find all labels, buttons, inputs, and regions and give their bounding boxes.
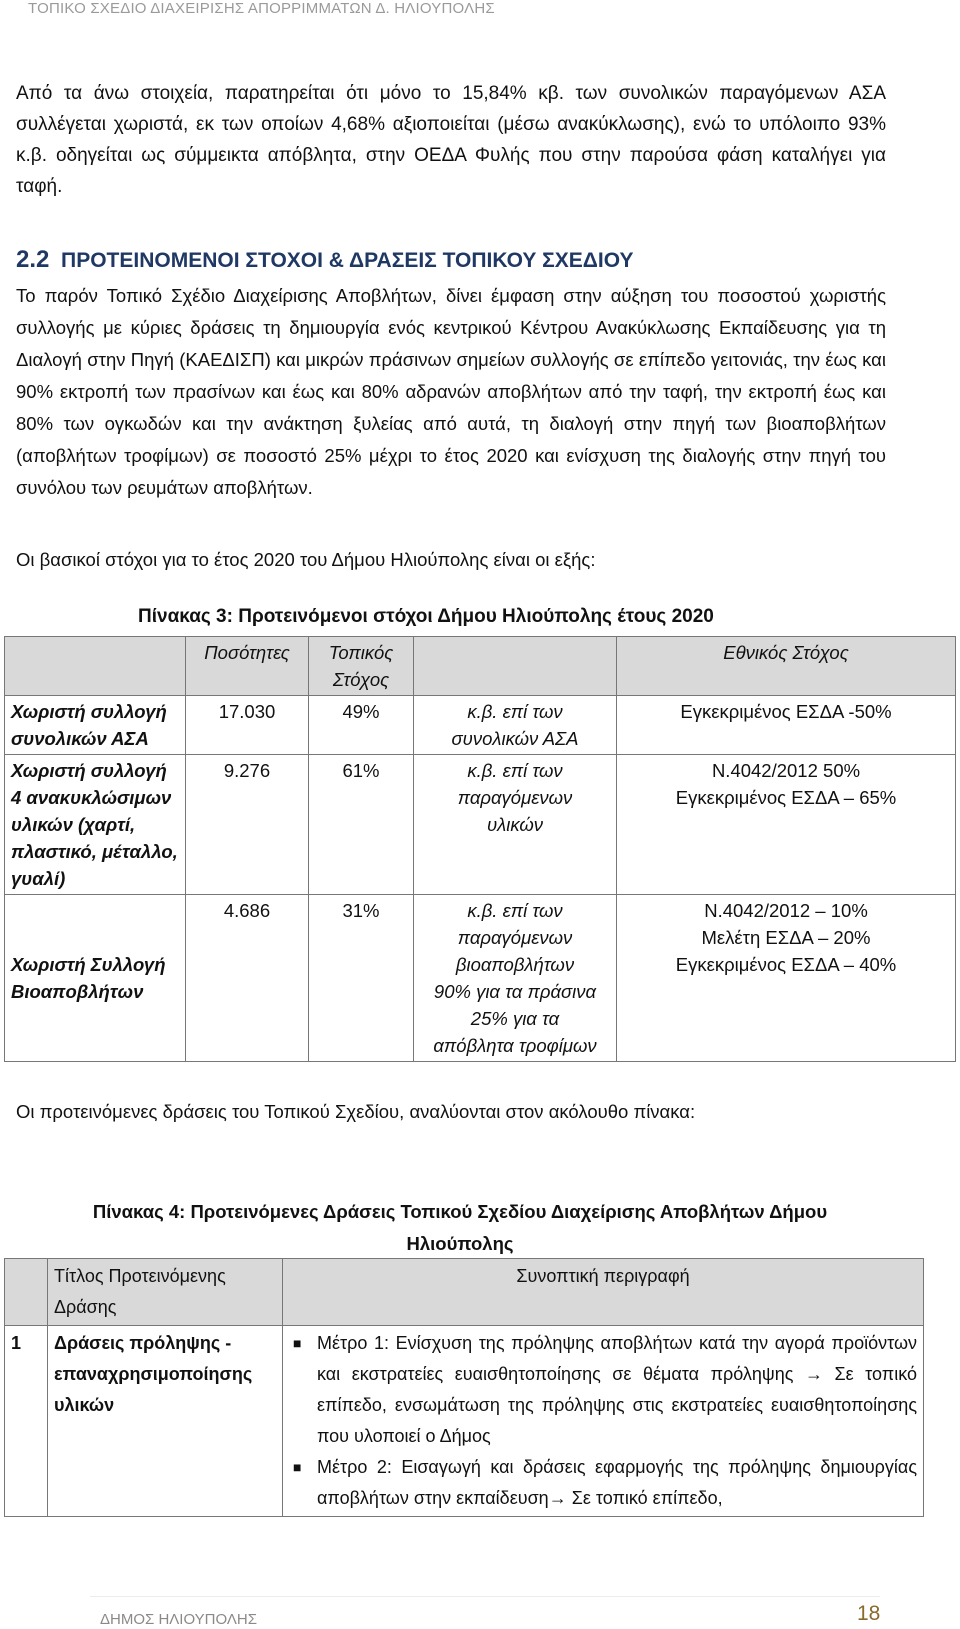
basis-cell [414,696,617,755]
basis-cell [414,895,617,1062]
section-heading [16,246,633,274]
table-header-cell: Τοπικός Στόχος [309,637,414,696]
table4-intro: Οι προτεινόμενες δράσεις του Τοπικού Σχεδίου, αναλύονται στον ακόλουθο πίνακα: [16,1101,696,1122]
basis-line: κ.β. επί των [467,701,563,722]
table-header-row [5,637,956,696]
national-line: Μελέτη ΕΣΔΑ – 20% [701,927,871,948]
table-header-cell [414,637,617,696]
quantity-cell: 9.276 [186,755,309,895]
measure-text: Μέτρο 2: Εισαγωγή και δράσεις εφαρμογής της πρόληψης δημιουργίας αποβλήτων στην εκπαίδευση→ Σε τοπικό επίπεδο, [317,1457,917,1508]
measure-list [289,1328,917,1514]
basis-line: 90% για τα πράσινα [433,981,597,1002]
basis-line: υλικών [486,814,544,835]
running-header: ΤΟΠΙΚΟ ΣΧΕΔΙΟ ΔΙΑΧΕΙΡΙΣΗΣ ΑΠΟΡΡΙΜΜΑΤΩΝ Δ. ΗΛΙΟΥΠΟΛΗΣ [28,0,495,17]
table-header-cell [5,637,186,696]
table4-caption-line: Ηλιούπολης [406,1233,514,1254]
national-line: Εγκεκριμένος ΕΣΔΑ – 65% [675,787,897,808]
intro-paragraph: Από τα άνω στοιχεία, παρατηρείται ότι μόνο το 15,84% κβ. των συνολικών παραγόμενων ΑΣΑ συλλέγεται χωριστά, εκ των οποίων 4,68% αξιοποιείται (μέσω ανακύκλωσης), ενώ το υπόλοιπο 93% κ.β. οδηγείται ως σύμμεικτα απόβλητα, στην ΟΕΔΑ Φυλής που στην παρούσα φάση καταλήγει για ταφή. [16,83,886,197]
page-number: 18 [857,1602,881,1625]
action-title: Δράσεις πρόληψης - επαναχρησιμοποίησης υλικών [48,1326,283,1517]
list-item [293,1452,917,1514]
national-line: Εγκεκριμένος ΕΣΔΑ – 40% [675,954,897,975]
action-number: 1 [5,1326,48,1517]
basis-cell [414,755,617,895]
table-row [5,1326,924,1517]
table-header-cell: Συνοπτική περιγραφή [283,1259,924,1326]
section-paragraph: Το παρόν Τοπικό Σχέδιο Διαχείρισης Αποβλήτων, δίνει έμφαση στην αύξηση του ποσοστού χωριστής συλλογής με κύριες δράσεις τη δημιουργία ενός κεντρικού Κέντρου Ανακύκλωσης Εκπαίδευσης για τη Διαλογή στην Πηγή (ΚΑΕΔΙΣΠ) και μικρών πράσινων σημείων συλλογής σε επίπεδο γειτονιάς, την έως και 90% εκτροπή των πρασίνων και έως και 80% αδρανών αποβλήτων από την ταφή, την εκτροπή έως και 80% των ογκωδών και την ανάκτηση ξυλείας από αυτά, τη διαλογή στην πηγή των βιοαποβλήτων (αποβλήτων τροφίμων) σε ποσοστό 25% μέχρι το έτος 2020 και ενίσχυση της διαλογής στην πηγή του συνόλου των ρευμάτων αποβλήτων. [16,285,886,498]
actions-table [4,1258,924,1517]
section-number: 2.2 [16,246,50,273]
basis-line: κ.β. επί των [467,760,563,781]
goals-intro: Οι βασικοί στόχοι για το έτος 2020 του Δήμου Ηλιούπολης είναι οι εξής: [16,549,596,570]
basis-line: παραγόμενων [457,787,573,808]
list-item [293,1328,917,1452]
quantity-cell: 4.686 [186,895,309,1062]
table4-caption [40,1196,880,1260]
table-row [5,755,956,895]
table-header-cell: Ποσότητες [186,637,309,696]
section-title: ΠΡΟΤΕΙΝΟΜΕΝΟΙ ΣΤΟΧΟΙ & ΔΡΑΣΕΙΣ ΤΟΠΙΚΟΥ ΣΧΕΔΙΟΥ [61,249,634,272]
target-cell: 49% [309,696,414,755]
bullet-icon: ■ [293,1459,302,1475]
basis-line: απόβλητα τροφίμων [433,1035,597,1056]
table-header-cell: Εθνικός Στόχος [617,637,956,696]
table-header-cell: Τίτλος Προτεινόμενης Δράσης [48,1259,283,1326]
action-description [283,1326,924,1517]
basis-line: συνολικών ΑΣΑ [451,728,579,749]
target-cell: 61% [309,755,414,895]
row-label: Χωριστή Συλλογή Βιοαποβλήτων [5,895,186,1062]
basis-line: 25% για τα [470,1008,560,1029]
table-row [5,696,956,755]
footer-org: ΔΗΜΟΣ ΗΛΙΟΥΠΟΛΗΣ [100,1611,258,1628]
row-label: Χωριστή συλλογή 4 ανακυκλώσιμων υλικών (χαρτί, πλαστικό, μέταλλο, γυαλί) [5,755,186,895]
table4-caption-line: Πίνακας 4: Προτεινόμενες Δράσεις Τοπικού Σχεδίου Διαχείρισης Αποβλήτων Δήμου [92,1201,828,1222]
national-cell [617,755,956,895]
national-line: Ν.4042/2012 50% [711,760,861,781]
national-cell [617,895,956,1062]
basis-line: κ.β. επί των [467,900,563,921]
bullet-icon: ■ [293,1335,302,1351]
footer-divider [90,1596,880,1597]
basis-line: βιοαποβλήτων [455,954,575,975]
quantity-cell: 17.030 [186,696,309,755]
table3-caption: Πίνακας 3: Προτεινόμενοι στόχοι Δήμου Ηλιούπολης έτους 2020 [138,606,714,627]
table-header-cell [5,1259,48,1326]
table-header-row [5,1259,924,1326]
national-cell [617,696,956,755]
row-label: Χωριστή συλλογή συνολικών ΑΣΑ [5,696,186,755]
basis-line: παραγόμενων [457,927,573,948]
table-row [5,895,956,1062]
target-cell: 31% [309,895,414,1062]
measure-text: Μέτρο 1: Ενίσχυση της πρόληψης αποβλήτων κατά την αγορά προϊόντων και εκστρατείες ευαισθητοποίησης σε θέματα πρόληψης → Σε τοπικό επίπεδο, ενσωμάτωση της πρόληψης στις εκστρατείες ευαισθητοποίησης που υλοποιεί ο Δήμος [317,1333,917,1446]
national-line: Ν.4042/2012 – 10% [704,900,868,921]
national-line: Εγκεκριμένος ΕΣΔΑ -50% [680,701,892,722]
targets-table [4,636,956,1062]
